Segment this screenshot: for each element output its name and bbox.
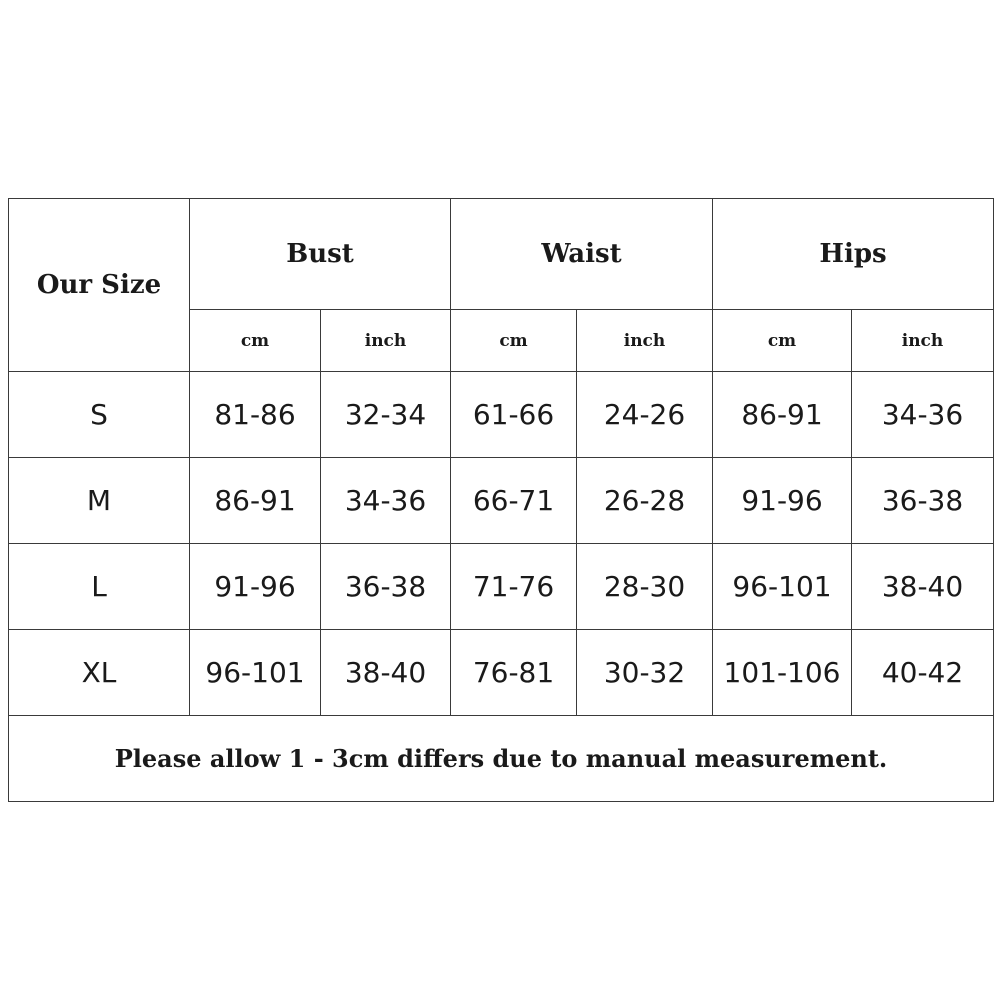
hips-cm-cell: 96-101 (713, 544, 852, 630)
hips-inch-unit: inch (852, 310, 994, 372)
size-cell: M (9, 458, 190, 544)
waist-inch-unit: inch (577, 310, 713, 372)
table-row (9, 372, 994, 458)
hips-header: Hips (713, 199, 994, 310)
hips-inch-cell: 40-42 (852, 630, 994, 716)
waist-inch-cell: 24-26 (577, 372, 713, 458)
bust-inch-cell: 34-36 (321, 458, 451, 544)
waist-cm-cell: 66-71 (451, 458, 577, 544)
waist-cm-unit: cm (451, 310, 577, 372)
bust-header: Bust (190, 199, 451, 310)
bust-cm-cell: 91-96 (190, 544, 321, 630)
bust-cm-cell: 81-86 (190, 372, 321, 458)
bust-inch-cell: 32-34 (321, 372, 451, 458)
size-chart-table (8, 198, 994, 802)
header-row (9, 199, 994, 310)
table-row (9, 458, 994, 544)
bust-cm-unit: cm (190, 310, 321, 372)
bust-cm-cell: 86-91 (190, 458, 321, 544)
table-row (9, 544, 994, 630)
hips-cm-unit: cm (713, 310, 852, 372)
waist-cm-cell: 76-81 (451, 630, 577, 716)
table-row (9, 630, 994, 716)
waist-inch-cell: 26-28 (577, 458, 713, 544)
hips-cm-cell: 101-106 (713, 630, 852, 716)
size-cell: S (9, 372, 190, 458)
waist-inch-cell: 28-30 (577, 544, 713, 630)
hips-inch-cell: 34-36 (852, 372, 994, 458)
footnote: Please allow 1 - 3cm differs due to manual measurement. (9, 716, 994, 802)
bust-inch-cell: 38-40 (321, 630, 451, 716)
waist-inch-cell: 30-32 (577, 630, 713, 716)
size-cell: XL (9, 630, 190, 716)
size-cell: L (9, 544, 190, 630)
waist-header: Waist (451, 199, 713, 310)
bust-inch-cell: 36-38 (321, 544, 451, 630)
footnote-row (9, 716, 994, 802)
hips-inch-cell: 38-40 (852, 544, 994, 630)
waist-cm-cell: 71-76 (451, 544, 577, 630)
our-size-header: Our Size (9, 199, 190, 372)
hips-cm-cell: 91-96 (713, 458, 852, 544)
hips-inch-cell: 36-38 (852, 458, 994, 544)
waist-cm-cell: 61-66 (451, 372, 577, 458)
bust-cm-cell: 96-101 (190, 630, 321, 716)
bust-inch-unit: inch (321, 310, 451, 372)
hips-cm-cell: 86-91 (713, 372, 852, 458)
